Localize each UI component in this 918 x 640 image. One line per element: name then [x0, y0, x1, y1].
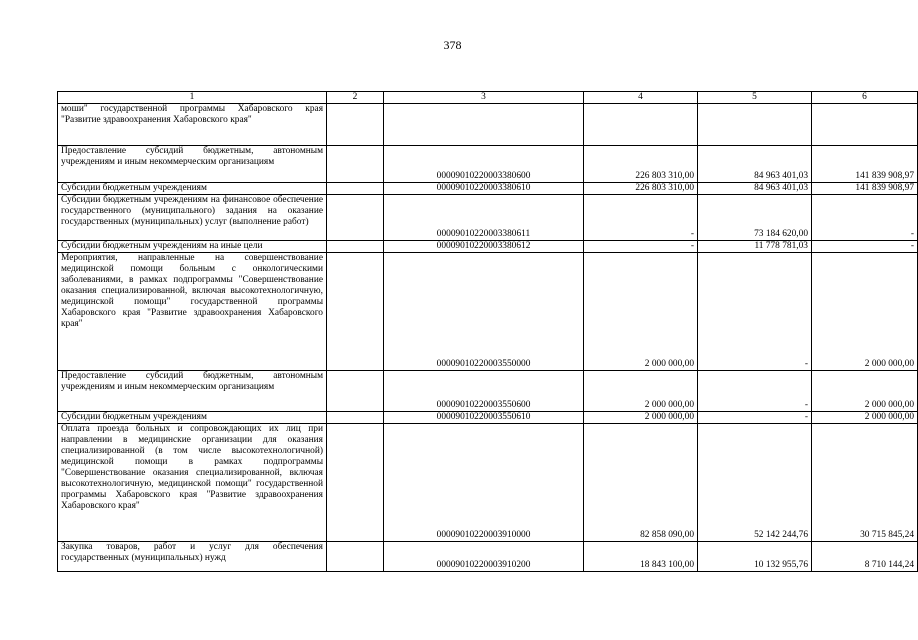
- table-header-row: [58, 92, 918, 104]
- row-code: 00009010220003550610: [384, 412, 584, 424]
- row-code: 00009010220003380600: [384, 146, 584, 183]
- row-description: Предоставление субсидий бюджетным, автономным учреждениям и иным некоммерческим организациям: [58, 146, 327, 183]
- row-value-4: -: [584, 241, 698, 253]
- row-column-2: [327, 241, 384, 253]
- row-value-5: -: [698, 371, 812, 412]
- row-value-4: 226 803 310,00: [584, 146, 698, 183]
- table-row: [58, 195, 918, 241]
- row-value-6: 141 839 908,97: [812, 146, 918, 183]
- row-value-4: 2 000 000,00: [584, 371, 698, 412]
- row-value-4: 2 000 000,00: [584, 253, 698, 371]
- row-description: Субсидии бюджетным учреждениям: [58, 412, 327, 424]
- table-row: [58, 253, 918, 371]
- row-value-6: [812, 104, 918, 146]
- row-description: Оплата проезда больных и сопровождающих их лиц при направлении в медицинские организации для оказания специализированной (в том числе высокотехнологичной) медицинской помощи в рамках подпрограммы "Совершенствование оказания специализированной, включая высокотехнологичную, медицинской помощи" государственной программы Хабаровского края "Развитие здравоохранения Хабаровского края": [58, 424, 327, 542]
- row-description: Закупка товаров, работ и услуг для обеспечения государственных (муниципальных) нужд: [58, 542, 327, 572]
- budget-table: [57, 91, 918, 572]
- row-value-4: 2 000 000,00: [584, 412, 698, 424]
- table-row: [58, 183, 918, 195]
- row-value-4: 226 803 310,00: [584, 183, 698, 195]
- row-value-5: -: [698, 412, 812, 424]
- row-value-5: 84 963 401,03: [698, 183, 812, 195]
- row-value-6: 2 000 000,00: [812, 412, 918, 424]
- row-column-2: [327, 253, 384, 371]
- row-value-4: [584, 104, 698, 146]
- row-value-5: 73 184 620,00: [698, 195, 812, 241]
- row-value-6: -: [812, 241, 918, 253]
- column-header: 3: [384, 92, 584, 104]
- row-column-2: [327, 371, 384, 412]
- row-description: Мероприятия, направленные на совершенствование медицинской помощи больным с онкологическими заболеваниями, в рамках подпрограммы "Совершенствование оказания специализированной, включая высокотехнологичную, медицинской помощи" государственной программы Хабаровского края "Развитие здравоохранения Хабаровского края": [58, 253, 327, 371]
- row-value-5: 84 963 401,03: [698, 146, 812, 183]
- table-row: [58, 424, 918, 542]
- row-description: Субсидии бюджетным учреждениям на иные цели: [58, 241, 327, 253]
- row-code: 00009010220003550600: [384, 371, 584, 412]
- row-description: Субсидии бюджетным учреждениям: [58, 183, 327, 195]
- column-header: 2: [327, 92, 384, 104]
- row-value-5: 10 132 955,76: [698, 542, 812, 572]
- row-value-6: 141 839 908,97: [812, 183, 918, 195]
- row-value-6: 2 000 000,00: [812, 371, 918, 412]
- row-description: Субсидии бюджетным учреждениям на финансовое обеспечение государственного (муниципального) задания на оказание государственных (муниципальных) услуг (выполнение работ): [58, 195, 327, 241]
- table-row: [58, 542, 918, 572]
- table-row: [58, 146, 918, 183]
- row-code: 00009010220003380610: [384, 183, 584, 195]
- column-header: 4: [584, 92, 698, 104]
- row-column-2: [327, 104, 384, 146]
- row-value-6: 8 710 144,24: [812, 542, 918, 572]
- row-value-5: -: [698, 253, 812, 371]
- row-value-5: 11 778 781,03: [698, 241, 812, 253]
- row-value-4: 18 843 100,00: [584, 542, 698, 572]
- row-code: 00009010220003380611: [384, 195, 584, 241]
- row-code: [384, 104, 584, 146]
- row-code: 00009010220003910000: [384, 424, 584, 542]
- row-column-2: [327, 195, 384, 241]
- column-header: 1: [58, 92, 327, 104]
- row-value-4: 82 858 090,00: [584, 424, 698, 542]
- row-value-6: -: [812, 195, 918, 241]
- column-header: 6: [812, 92, 918, 104]
- row-description: моши" государственной программы Хабаровского края "Развитие здравоохранения Хабаровского края": [58, 104, 327, 146]
- row-value-5: 52 142 244,76: [698, 424, 812, 542]
- page-number: 378: [443, 38, 462, 52]
- row-column-2: [327, 412, 384, 424]
- table-row: [58, 104, 918, 146]
- row-value-6: 2 000 000,00: [812, 253, 918, 371]
- table-row: [58, 241, 918, 253]
- table-row: [58, 371, 918, 412]
- row-value-5: [698, 104, 812, 146]
- row-code: 00009010220003380612: [384, 241, 584, 253]
- row-value-4: -: [584, 195, 698, 241]
- row-column-2: [327, 542, 384, 572]
- row-code: 00009010220003550000: [384, 253, 584, 371]
- row-column-2: [327, 146, 384, 183]
- column-header: 5: [698, 92, 812, 104]
- row-description: Предоставление субсидий бюджетным, автономным учреждениям и иным некоммерческим организациям: [58, 371, 327, 412]
- table-row: [58, 412, 918, 424]
- row-code: 00009010220003910200: [384, 542, 584, 572]
- row-value-6: 30 715 845,24: [812, 424, 918, 542]
- row-column-2: [327, 183, 384, 195]
- row-column-2: [327, 424, 384, 542]
